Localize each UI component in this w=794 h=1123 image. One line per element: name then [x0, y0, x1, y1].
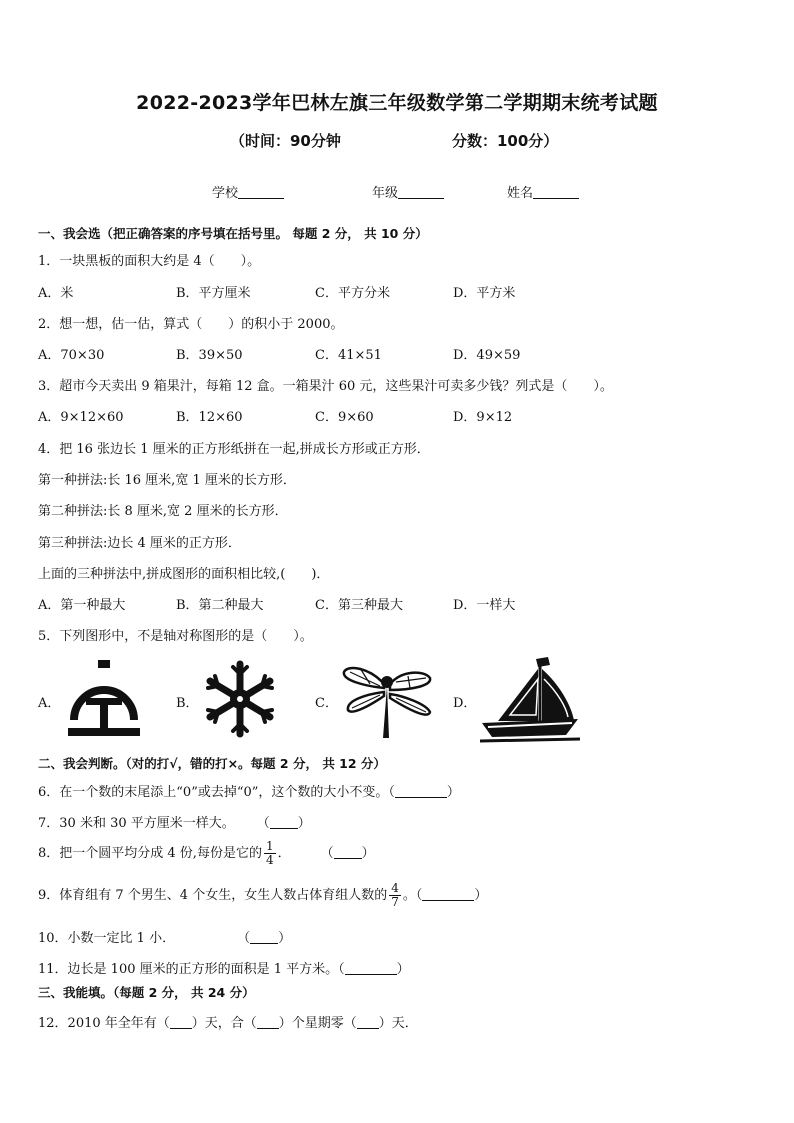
- question-9: 9．体育组有 7 个男生、4 个女生，女生人数占体育组人数的 $\frac{4}{7}$ 。（ ）: [38, 881, 488, 909]
- question-2: 2．想一想，估一估，算式（ ）的积小于 2000。: [38, 317, 344, 332]
- question-10: 10．小数一定比 1 小． （ ）: [38, 931, 292, 946]
- question-5: 5．下列图形中，不是轴对称图形的是（ ）。: [38, 629, 313, 644]
- page-title: 2022-2023学年巴林左旗三年级数学第二学期期末统考试题: [136, 92, 658, 114]
- name-field: [507, 182, 579, 201]
- name-blank: [533, 186, 579, 199]
- question-4-line-1: 4．把 16 张边长 1 厘米的正方形纸拼在一起,拼成长方形或正方形．: [38, 442, 430, 457]
- question-4-line-5: 上面的三种拼法中,拼成图形的面积相比较,( )．: [38, 567, 330, 582]
- snowflake-icon: [200, 660, 280, 738]
- fraction-one-quarter: $\frac{1}{4}$: [265, 839, 274, 867]
- question-3: 3．超市今天卖出 9 箱果汁，每箱 12 盒。一箱果汁 60 元，这些果汁可卖多少钱？列式是（ ）。: [38, 379, 613, 394]
- question-8: 8．把一个圆平均分成 4 份,每份是它的 $\frac{1}{4}$ ． （ ）: [38, 839, 375, 867]
- q4-option-d: D．一样大: [453, 598, 516, 613]
- school-blank: [238, 186, 284, 199]
- q3-option-d: D．9×12: [453, 410, 513, 425]
- q1-option-a: A．米: [38, 286, 74, 301]
- answer-blank[interactable]: [422, 888, 474, 901]
- q3-option-c: C．9×60: [315, 410, 374, 425]
- question-4-line-2: 第一种拼法:长 16 厘米,宽 1 厘米的长方形．: [38, 473, 296, 488]
- q1-option-d: D．平方米: [453, 286, 516, 301]
- q2-option-d: D．49×59: [453, 348, 521, 363]
- q5-label-b: B．: [176, 696, 199, 711]
- question-11: 11．边长是 100 厘米的正方形的面积是 1 平方米。（ ）: [38, 962, 410, 977]
- q1-option-c: C．平方分米: [315, 286, 390, 301]
- section3-heading: 三、我能填。（每题 2 分， 共 24 分）: [38, 985, 255, 1000]
- exam-time: （时间：90分钟: [230, 132, 341, 150]
- answer-blank[interactable]: [334, 846, 362, 859]
- q5-label-d: D．: [453, 696, 477, 711]
- exam-score: 分数：100分）: [452, 132, 559, 150]
- answer-blank[interactable]: [257, 1016, 279, 1029]
- q2-option-b: B．39×50: [176, 348, 243, 363]
- sailboat-icon: [478, 655, 582, 745]
- answer-blank[interactable]: [395, 785, 447, 798]
- q3-option-a: A．9×12×60: [38, 410, 124, 425]
- question-4-line-4: 第三种拼法:边长 4 厘米的正方形．: [38, 536, 241, 551]
- answer-blank[interactable]: [170, 1016, 192, 1029]
- question-12: 12．2010 年全年有（ ）天，合（ ）个星期零（ ）天．: [38, 1016, 418, 1031]
- fraction-four-sevenths: $\frac{4}{7}$: [391, 881, 399, 909]
- question-1: 1．一块黑板的面积大约是 4（ ）。: [38, 254, 261, 269]
- grade-label: 年级: [372, 186, 399, 201]
- school-label: 学校: [212, 186, 239, 201]
- q5-label-a: A．: [38, 696, 61, 711]
- q4-option-a: A．第一种最大: [38, 598, 126, 613]
- answer-blank[interactable]: [345, 962, 397, 975]
- school-field: [212, 182, 284, 201]
- q4-option-b: B．第二种最大: [176, 598, 264, 613]
- question-7: 7．30 米和 30 平方厘米一样大。 （ ）: [38, 816, 311, 831]
- question-6: 6．在一个数的末尾添上“0”或去掉“0”，这个数的大小不变。（ ）: [38, 785, 460, 800]
- q1-option-b: B．平方厘米: [176, 286, 251, 301]
- question-4-line-3: 第二种拼法:长 8 厘米,宽 2 厘米的长方形．: [38, 504, 288, 519]
- q2-option-a: A．70×30: [38, 348, 105, 363]
- section2-heading: 二、我会判断。（对的打√，错的打×。每题 2 分， 共 12 分）: [38, 756, 386, 771]
- answer-blank[interactable]: [250, 931, 278, 944]
- dragonfly-icon: [340, 660, 436, 740]
- subway-logo-icon: [64, 658, 144, 742]
- q2-option-c: C．41×51: [315, 348, 382, 363]
- q4-option-c: C．第三种最大: [315, 598, 403, 613]
- grade-field: [372, 182, 444, 201]
- q3-option-b: B．12×60: [176, 410, 243, 425]
- answer-blank[interactable]: [270, 816, 298, 829]
- name-label: 姓名: [507, 186, 534, 201]
- answer-blank[interactable]: [357, 1016, 379, 1029]
- grade-blank: [398, 186, 444, 199]
- section1-heading: 一、我会选（把正确答案的序号填在括号里。 每题 2 分， 共 10 分）: [38, 226, 428, 241]
- q5-label-c: C．: [315, 696, 338, 711]
